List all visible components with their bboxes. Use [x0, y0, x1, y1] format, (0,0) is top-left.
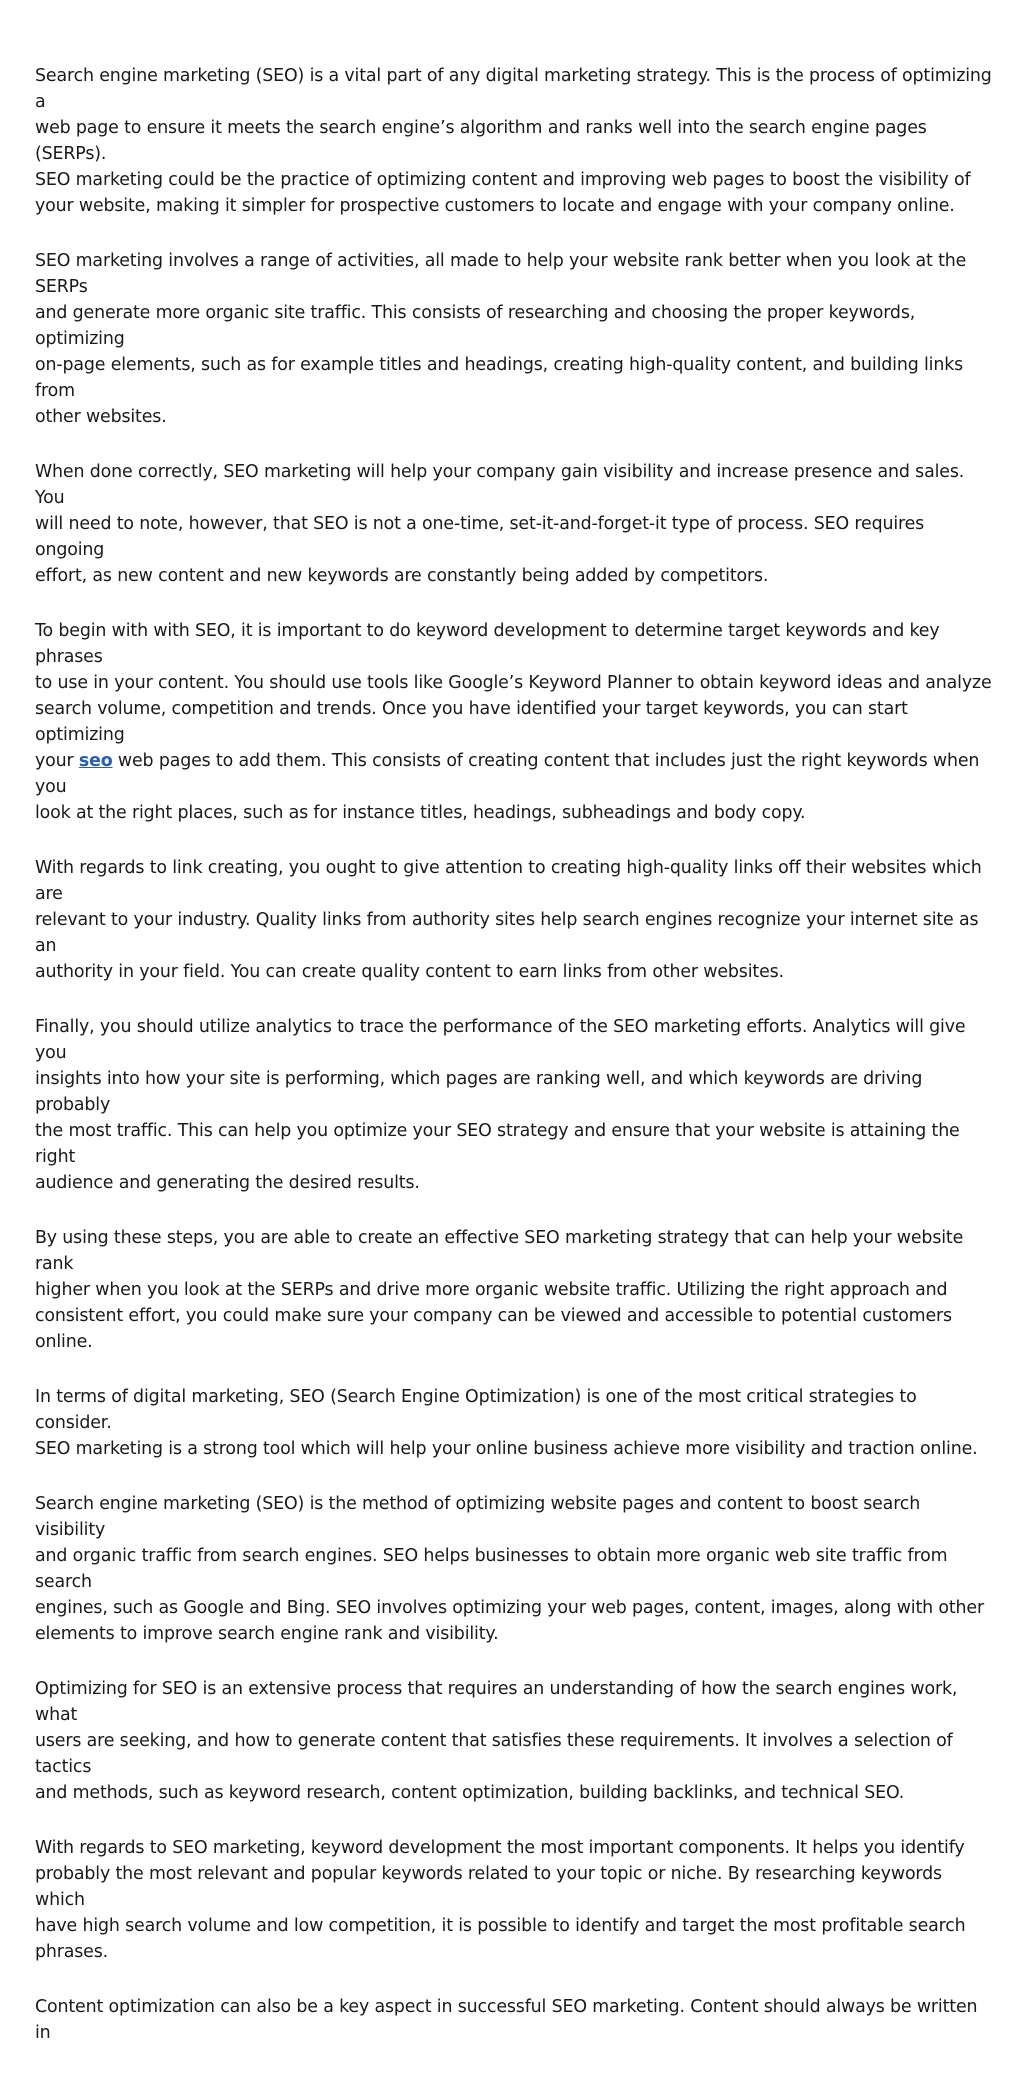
paragraph-4-before: To begin with with SEO, it is important to do keyword development to determine target keywords and key phrases to use in your content. You should use tools like Google’s Keyword Planner to obtain keyword ideas and analyze search volume, competition and trends. Once you have identified your target keywords, you can start optimizing your: [35, 621, 992, 771]
paragraph-1: Search engine marketing (SEO) is a vital part of any digital marketing strategy. This is the process of optimizing a web page to ensure it meets the search engine’s algorithm and ranks well into the search engine pages (SERPs). SEO marketing could be the practice of optimizing content and improving web pages to boost the visibility of your website, making it simpler for prospective customers to locate and engage with your company online.: [35, 66, 992, 216]
paragraph-4-after: web pages to add them. This consists of creating content that includes just the right keywords when you look at the right places, such as for instance titles, headings, subheadings and body copy.: [35, 751, 980, 823]
paragraph-2: SEO marketing involves a range of activities, all made to help your website rank better when you look at the SERPs and generate more organic site traffic. This consists of researching and choosing the proper keywords, optimizing on-page elements, such as for example titles and headings, creating high-quality content, and building links from other websites.: [35, 251, 967, 427]
paragraph-5: With regards to link creating, you ought to give attention to creating high-quality links off their websites which are relevant to your industry. Quality links from authority sites help search engines recognize your internet site as an authority in your field. You can create quality content to earn links from other websites.: [35, 858, 982, 982]
paragraph-10: Optimizing for SEO is an extensive process that requires an understanding of how the search engines work, what users are seeking, and how to generate content that satisfies these requirements. It involves a selection of tactics and methods, such as keyword research, content optimization, building backlinks, and technical SEO.: [35, 1679, 958, 1803]
document-body: [35, 63, 995, 2075]
seo-link[interactable]: seo: [78, 751, 113, 771]
paragraph-6: Finally, you should utilize analytics to trace the performance of the SEO marketing efforts. Analytics will give you insights into how your site is performing, which pages are ranking well, and which keywords are driving probably the most traffic. This can help you optimize your SEO strategy and ensure that your website is attaining the right audience and generating the desired results.: [35, 1017, 966, 1193]
paragraph-9: Search engine marketing (SEO) is the method of optimizing website pages and content to boost search visibility and organic traffic from search engines. SEO helps businesses to obtain more organic web site traffic from search engines, such as Google and Bing. SEO involves optimizing your web pages, content, images, along with other elements to improve search engine rank and visibility.: [35, 1494, 984, 1644]
paragraph-4: [35, 618, 995, 826]
paragraph-3: When done correctly, SEO marketing will help your company gain visibility and increase presence and sales. You will need to note, however, that SEO is not a one-time, set-it-and-forget-it type of process. SEO requires ongoing effort, as new content and new keywords are constantly being added by competitors.: [35, 462, 965, 586]
paragraph-7: By using these steps, you are able to create an effective SEO marketing strategy that can help your website rank higher when you look at the SERPs and drive more organic website traffic. Utilizing the right approach and consistent effort, you could make sure your company can be viewed and accessible to potential customers online.: [35, 1228, 964, 1352]
paragraph-11: With regards to SEO marketing, keyword development the most important components. It helps you identify probably the most relevant and popular keywords related to your topic or niche. By researching keywords which have high search volume and low competition, it is possible to identify and target the most profitable search phrases.: [35, 1838, 966, 1962]
paragraph-12: Content optimization can also be a key aspect in successful SEO marketing. Content should always be written in: [35, 1997, 978, 2043]
paragraph-8: In terms of digital marketing, SEO (Search Engine Optimization) is one of the most critical strategies to consider. SEO marketing is a strong tool which will help your online business achieve more visibility and traction online.: [35, 1387, 978, 1459]
